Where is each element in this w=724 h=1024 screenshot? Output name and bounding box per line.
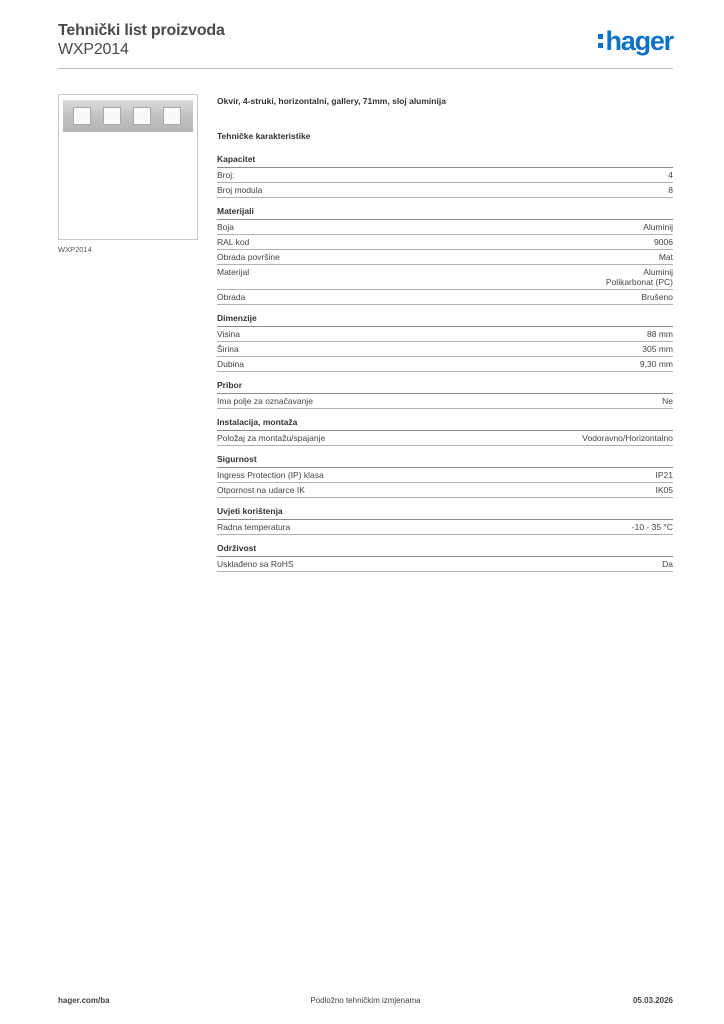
spec-value: 4	[668, 170, 673, 180]
spec-sections	[217, 154, 673, 572]
spec-row	[217, 168, 673, 183]
spec-value: 8	[668, 185, 673, 195]
spec-label: Ima polje za označavanje	[217, 396, 313, 406]
section-title: Kapacitet	[217, 154, 673, 168]
spec-row	[217, 250, 673, 265]
spec-label: Dubina	[217, 359, 244, 369]
spec-value: IP21	[655, 470, 673, 480]
spec-row	[217, 520, 673, 535]
spec-value: Mat	[658, 252, 673, 262]
page-header	[58, 22, 673, 68]
spec-row	[217, 468, 673, 483]
spec-value: Aluminij	[643, 222, 673, 232]
section-title: Uvjeti korištenja	[217, 506, 673, 520]
spec-value: Aluminij Polikarbonat (PC)	[605, 267, 673, 287]
spec-row	[217, 557, 673, 572]
product-code: WXP2014	[58, 41, 129, 58]
image-caption: WXP2014	[58, 245, 92, 254]
spec-value: -10 - 35 °C	[631, 522, 673, 532]
logo-colon-icon	[598, 34, 603, 48]
spec-label: Broj:	[217, 170, 235, 180]
spec-label: RAL kod	[217, 237, 250, 247]
section-title: Sigurnost	[217, 454, 673, 468]
spec-value: 305 mm	[642, 344, 673, 354]
spec-row	[217, 394, 673, 409]
spec-row	[217, 431, 673, 446]
spec-label: Obrada površine	[217, 252, 280, 262]
spec-label: Obrada	[217, 292, 246, 302]
spec-value: Brušeno	[641, 292, 673, 302]
spec-section	[217, 543, 673, 572]
spec-value: IK05	[655, 485, 673, 495]
characteristics-heading: Tehničke karakteristike	[217, 131, 311, 141]
spec-label: Širina	[217, 344, 239, 354]
section-title: Održivost	[217, 543, 673, 557]
spec-value: Vodoravno/Horizontalno	[582, 433, 673, 443]
spec-section	[217, 206, 673, 305]
spec-value: Ne	[662, 396, 673, 406]
product-image	[58, 94, 198, 240]
spec-row	[217, 483, 673, 498]
section-title: Dimenzije	[217, 313, 673, 327]
hager-logo	[598, 26, 673, 56]
spec-label: Materijal	[217, 267, 250, 277]
spec-section	[217, 154, 673, 198]
spec-label: Položaj za montažu/spajanje	[217, 433, 326, 443]
logo-text: hager	[605, 25, 673, 56]
spec-section	[217, 454, 673, 498]
spec-label: Ingress Protection (IP) klasa	[217, 470, 324, 480]
spec-label: Usklađeno sa RoHS	[217, 559, 294, 569]
footer-notice: Podložno tehničkim izmjenama	[310, 996, 421, 1005]
spec-value: Da	[662, 559, 673, 569]
header-divider	[58, 68, 673, 69]
spec-row	[217, 265, 673, 290]
spec-label: Radna temperatura	[217, 522, 291, 532]
footer-date: 05.03.2026	[632, 996, 673, 1005]
spec-content	[217, 96, 673, 580]
spec-row	[217, 290, 673, 305]
section-title: Materijali	[217, 206, 673, 220]
spec-label: Boja	[217, 222, 235, 232]
spec-section	[217, 506, 673, 535]
footer-website: hager.com/ba	[58, 996, 110, 1005]
spec-row	[217, 342, 673, 357]
product-description: Okvir, 4-struki, horizontalni, gallery, 71mm, sloj aluminija	[217, 96, 446, 106]
spec-label: Otpornost na udarce IK	[217, 485, 305, 495]
spec-section	[217, 380, 673, 409]
spec-value: 88 mm	[647, 329, 673, 339]
spec-label: Broj modula	[217, 185, 263, 195]
spec-section	[217, 417, 673, 446]
frame-4-gang-icon	[63, 100, 193, 132]
section-title: Pribor	[217, 380, 673, 394]
spec-value: 9006	[654, 237, 673, 247]
spec-row	[217, 183, 673, 198]
section-title: Instalacija, montaža	[217, 417, 673, 431]
spec-value: 9,30 mm	[639, 359, 673, 369]
document-title: Tehnički list proizvoda	[58, 22, 225, 39]
spec-row	[217, 235, 673, 250]
spec-row	[217, 357, 673, 372]
spec-section	[217, 313, 673, 372]
spec-label: Visina	[217, 329, 240, 339]
spec-row	[217, 220, 673, 235]
spec-row	[217, 327, 673, 342]
